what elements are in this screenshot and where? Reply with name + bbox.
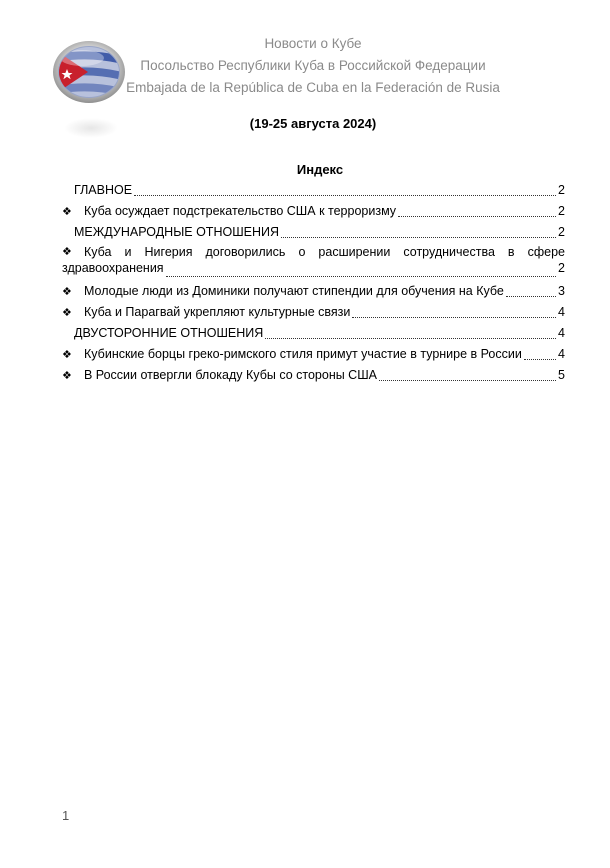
toc-page-number: 4	[558, 305, 565, 319]
diamond-bullet-icon: ❖	[62, 349, 72, 361]
header-embassy-es: Embajada de la República de Cuba en la Federación de Rusia	[126, 80, 500, 95]
toc-entry[interactable]	[62, 302, 565, 323]
table-of-contents	[62, 180, 565, 386]
toc-leader	[506, 282, 556, 297]
toc-section-main[interactable]	[62, 180, 565, 201]
toc-text: ДВУСТОРОННИЕ ОТНОШЕНИЯ	[74, 326, 264, 340]
document-header	[0, 33, 610, 99]
toc-page-number: 5	[558, 368, 565, 382]
toc-text: ГЛАВНОЕ	[74, 183, 133, 197]
toc-page-number: 2	[558, 225, 565, 239]
toc-entry[interactable]	[62, 281, 565, 302]
toc-entry[interactable]	[62, 201, 565, 222]
toc-leader	[398, 202, 556, 217]
toc-text: Молодые люди из Доминики получают стипендии для обучения на Кубе	[84, 284, 504, 298]
toc-leader	[281, 223, 556, 238]
toc-entry[interactable]	[62, 365, 565, 386]
page-number: 1	[62, 808, 70, 823]
header-embassy-ru: Посольство Республики Куба в Российской Федерации	[140, 58, 486, 73]
toc-text: МЕЖДУНАРОДНЫЕ ОТНОШЕНИЯ	[74, 225, 280, 239]
toc-leader	[352, 303, 556, 318]
header-news-title: Новости о Кубе	[264, 36, 362, 51]
toc-leader	[134, 181, 556, 196]
diamond-bullet-icon: ❖	[62, 286, 72, 298]
toc-entry[interactable]	[62, 344, 565, 365]
toc-text-line1: Куба и Нигерия договорились о расширении сотрудничества в сфере	[84, 245, 565, 259]
toc-page-number: 3	[558, 284, 565, 298]
toc-page-number: 2	[558, 261, 565, 275]
toc-leader	[265, 324, 556, 339]
toc-text: Кубинские борцы греко-римского стиля примут участие в турнире в России	[84, 347, 522, 361]
toc-text-line2: здравоохранения	[62, 261, 164, 275]
diamond-bullet-icon: ❖	[62, 206, 72, 218]
toc-page-number: 2	[558, 204, 565, 218]
toc-leader	[524, 345, 556, 360]
toc-page-number: 2	[558, 183, 565, 197]
toc-section-international[interactable]	[62, 222, 565, 243]
toc-text: В России отвергли блокаду Кубы со стороны США	[84, 368, 377, 382]
index-title: Индекс	[296, 162, 344, 177]
diamond-bullet-icon: ❖	[62, 246, 72, 258]
date-range: (19-25 августа 2024)	[249, 116, 377, 131]
diamond-bullet-icon: ❖	[62, 370, 72, 382]
diamond-bullet-icon: ❖	[62, 307, 72, 319]
toc-page-number: 4	[558, 347, 565, 361]
toc-leader	[379, 366, 556, 381]
toc-entry[interactable]	[62, 243, 565, 281]
toc-text: Куба и Парагвай укрепляют культурные связи	[84, 305, 351, 319]
toc-leader	[166, 262, 556, 277]
toc-text: Куба осуждает подстрекательство США к терроризму	[84, 204, 397, 218]
toc-page-number: 4	[558, 326, 565, 340]
toc-section-bilateral[interactable]	[62, 323, 565, 344]
